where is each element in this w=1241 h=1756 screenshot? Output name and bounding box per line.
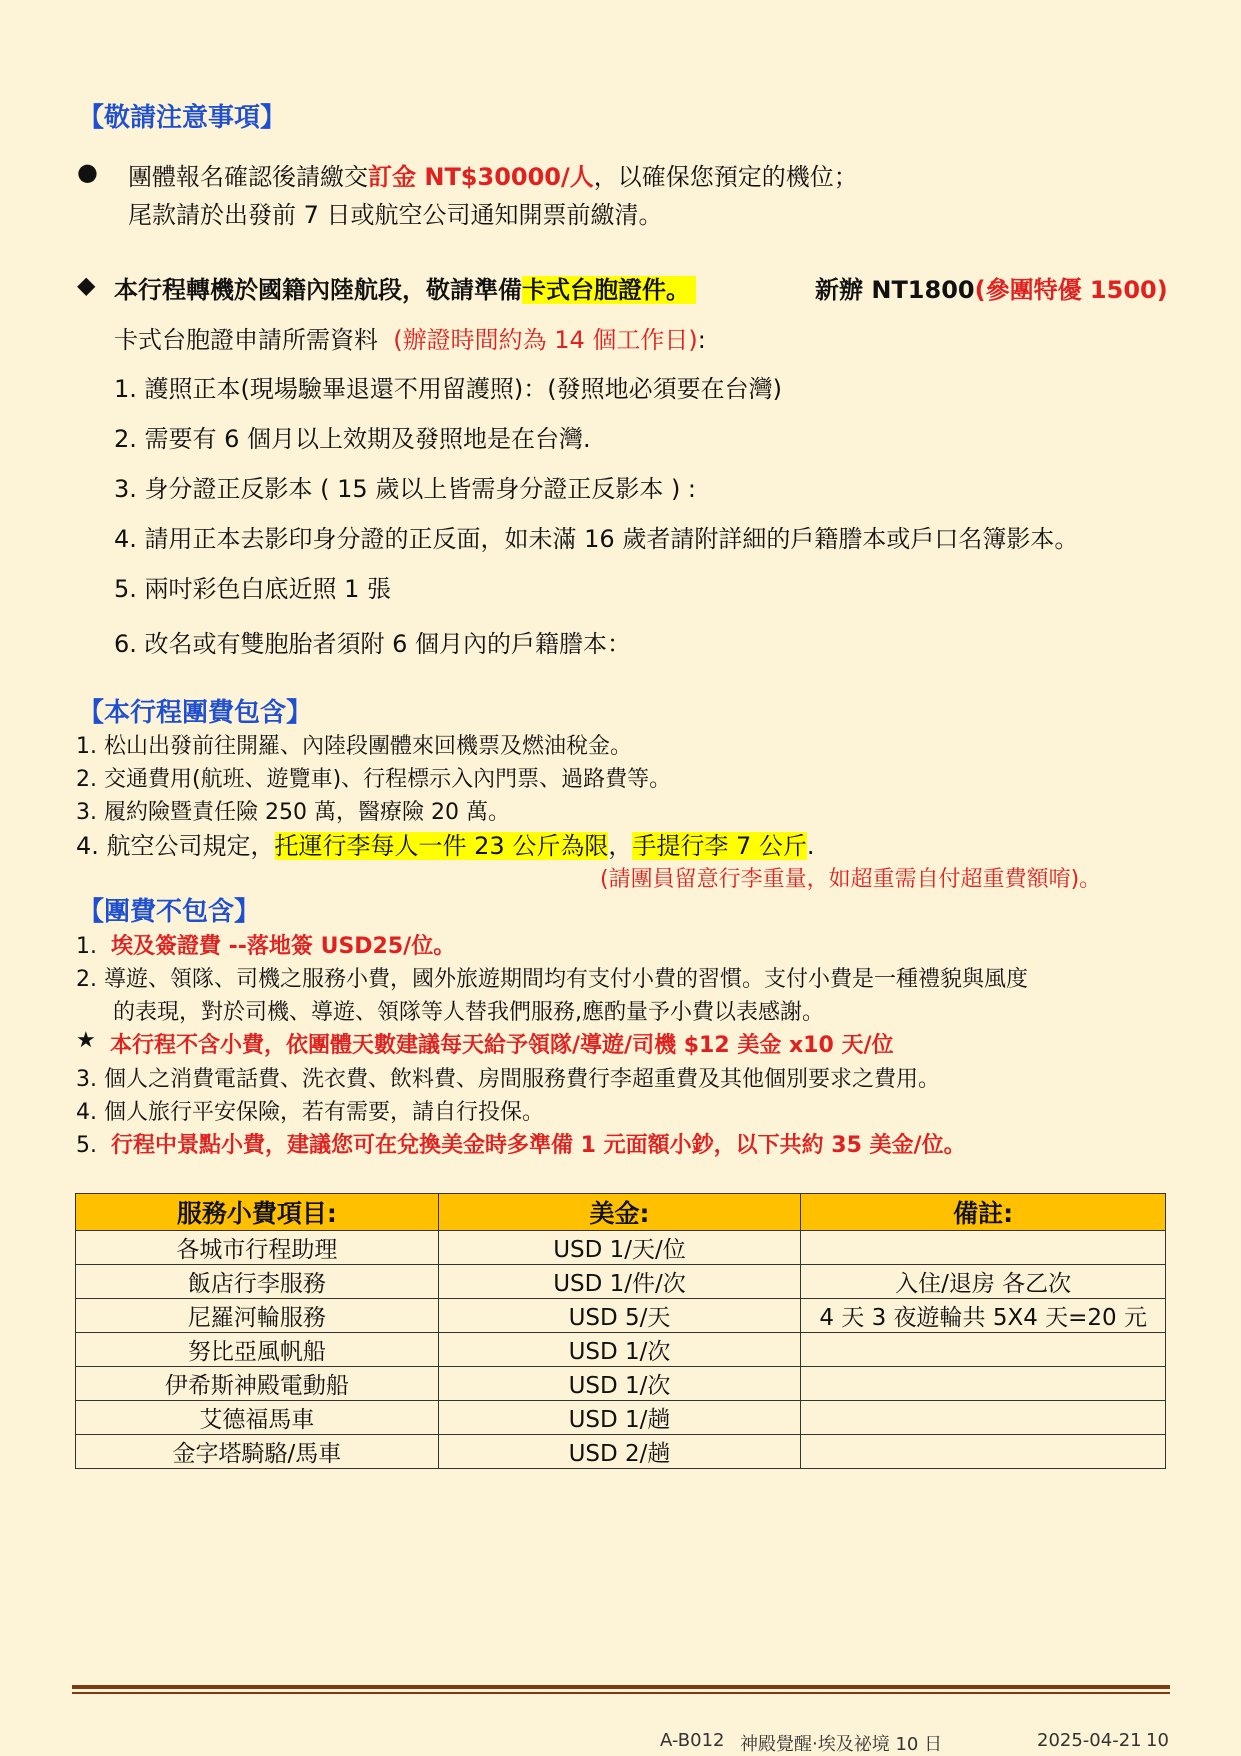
table-row (76, 1367, 1166, 1401)
service-cell: 尼羅河輪服務 (76, 1299, 439, 1333)
deposit-line (128, 157, 858, 192)
footer-title: 神殿覺醒‧埃及祕境 10 日 (740, 1734, 943, 1755)
permit-fee-new: 新辦 NT1800 (815, 276, 975, 304)
column-header-usd: 美金: (438, 1194, 801, 1231)
included-item: 3. 履約險暨責任險 250 萬，醫療險 20 萬。 (76, 800, 510, 825)
footer-code: A-B012 (660, 1730, 725, 1751)
balance-payment-line: 尾款請於出發前 7 日或航空公司通知開票前繳清。 (128, 201, 663, 229)
remark-cell: 4 天 3 夜遊輪共 5X4 天=20 元 (801, 1299, 1166, 1333)
service-cell: 伊希斯神殿電動船 (76, 1367, 439, 1401)
table-row (76, 1231, 1166, 1265)
black-diamond-bullet-icon: ◆ (77, 271, 96, 299)
usd-cell: USD 5/天 (438, 1299, 801, 1333)
notice-heading: 【敬請注意事項】 (78, 103, 287, 133)
tips-table (75, 1193, 1166, 1469)
permit-doc-item: 4. 請用正本去影印身分證的正反面，如未滿 16 歲者請附詳細的戶籍謄本或戶口名簿影本。 (114, 525, 1079, 553)
service-cell: 努比亞風帆船 (76, 1333, 439, 1367)
permit-doc-item: 5. 兩吋彩色白底近照 1 張 (114, 575, 392, 603)
excluded-item: 4. 個人旅行平安保險，若有需要，請自行投保。 (76, 1100, 544, 1125)
usd-cell: USD 1/次 (438, 1333, 801, 1367)
gratuity-note-line1: 2. 導遊、領隊、司機之服務小費，國外旅遊期間均有支付小費的習慣。支付小費是一種禮貌與風度 (76, 967, 1028, 992)
remark-cell (801, 1333, 1166, 1367)
permit-doc-item: 6. 改名或有雙胞胎者須附 6 個月內的戶籍謄本： (114, 630, 632, 658)
usd-cell: USD 1/件/次 (438, 1265, 801, 1299)
excluded-heading: 【團費不包含】 (78, 897, 261, 927)
docs-processing-time: (辦證時間約為 14 個工作日) (393, 326, 698, 354)
deposit-prefix: 團體報名確認後請繳交 (128, 163, 368, 191)
footer-rule-thin (72, 1692, 1170, 1694)
carry-on-highlight: 手提行李 7 公斤 (632, 832, 807, 860)
sight-tips-line (76, 1128, 966, 1159)
deposit-amount: 訂金 NT$30000/人 (368, 163, 594, 191)
included-heading: 【本行程團費包含】 (78, 698, 313, 728)
table-row (76, 1401, 1166, 1435)
usd-cell: USD 2/趟 (438, 1435, 801, 1469)
table-row (76, 1333, 1166, 1367)
permit-highlight: 卡式台胞證件。 (522, 276, 696, 304)
permit-fee (815, 270, 1168, 305)
table-row (76, 1265, 1166, 1299)
remark-cell (801, 1435, 1166, 1469)
table-header-row (76, 1194, 1166, 1231)
luggage-prefix: 4. 航空公司規定， (76, 832, 275, 860)
permit-doc-item: 1. 護照正本(現場驗畢退還不用留護照)：(發照地必須要在台灣) (114, 375, 782, 403)
column-header-remark: 備註: (801, 1194, 1166, 1231)
luggage-end: . (806, 832, 815, 860)
service-cell: 飯店行李服務 (76, 1265, 439, 1299)
docs-colon: : (697, 326, 706, 354)
gratuity-note-line2: 的表現，對於司機、導遊、領隊等人替我們服務,應酌量予小費以表感謝。 (113, 1000, 824, 1025)
checked-luggage-highlight: 托運行李每人一件 23 公斤為限 (274, 832, 609, 860)
remark-cell: 入住/退房 各乙次 (801, 1265, 1166, 1299)
footer-rule-thick (72, 1685, 1170, 1689)
visa-fee-text: 埃及簽證費 --落地簽 USD25/位。 (111, 934, 456, 959)
transit-prefix: 本行程轉機於國籍內陸航段，敬請準備 (114, 276, 522, 304)
service-cell: 金字塔騎駱/馬車 (76, 1435, 439, 1469)
remark-cell (801, 1367, 1166, 1401)
table-row (76, 1299, 1166, 1333)
deposit-suffix: ，以確保您預定的機位； (593, 163, 858, 191)
permit-fee-special: (參團特優 1500) (974, 276, 1168, 304)
sight-tips-num: 5. (76, 1133, 97, 1158)
table-row (76, 1435, 1166, 1469)
visa-fee-line (76, 929, 455, 960)
black-star-icon: ★ (76, 1028, 96, 1053)
black-circle-bullet-icon: ● (77, 158, 98, 186)
excluded-item: 3. 個人之消費電話費、洗衣費、飲料費、房間服務費行李超重費及其他個別要求之費用。 (76, 1067, 940, 1092)
footer-date: 2025-04-21 (1037, 1730, 1142, 1751)
usd-cell: USD 1/天/位 (438, 1231, 801, 1265)
included-item: 2. 交通費用(航班、遊覽車)、行程標示入內門票、過路費等。 (76, 767, 672, 792)
remark-cell (801, 1401, 1166, 1435)
column-header-item: 服務小費項目: (76, 1194, 439, 1231)
permit-doc-item: 2. 需要有 6 個月以上效期及發照地是在台灣. (114, 425, 591, 453)
remark-cell (801, 1231, 1166, 1265)
tip-recommendation: 本行程不含小費，依團體天數建議每天給予領隊/導遊/司機 $12 美金 x10 天/位 (110, 1033, 894, 1058)
luggage-sep: ， (608, 832, 633, 860)
service-cell: 艾德福馬車 (76, 1401, 439, 1435)
service-cell: 各城市行程助理 (76, 1231, 439, 1265)
visa-fee-num: 1. (76, 934, 97, 959)
sight-tips-text: 行程中景點小費，建議您可在兌換美金時多準備 1 元面額小鈔，以下共約 35 美金/位。 (111, 1133, 966, 1158)
footer-page-number: 10 (1146, 1730, 1169, 1751)
transit-permit-line (114, 270, 696, 305)
luggage-rule-line (76, 826, 815, 861)
usd-cell: USD 1/趟 (438, 1401, 801, 1435)
luggage-weight-note: (請團員留意行李重量，如超重需自付超重費額唷)。 (600, 867, 1102, 892)
permit-docs-intro (114, 320, 706, 355)
docs-intro-text: 卡式台胞證申請所需資料 (114, 326, 378, 354)
included-item: 1. 松山出發前往開羅、內陸段團體來回機票及燃油稅金。 (76, 734, 632, 759)
permit-doc-item: 3. 身分證正反影本 ( 15 歲以上皆需身分證正反影本 ) : (114, 475, 697, 503)
usd-cell: USD 1/次 (438, 1367, 801, 1401)
